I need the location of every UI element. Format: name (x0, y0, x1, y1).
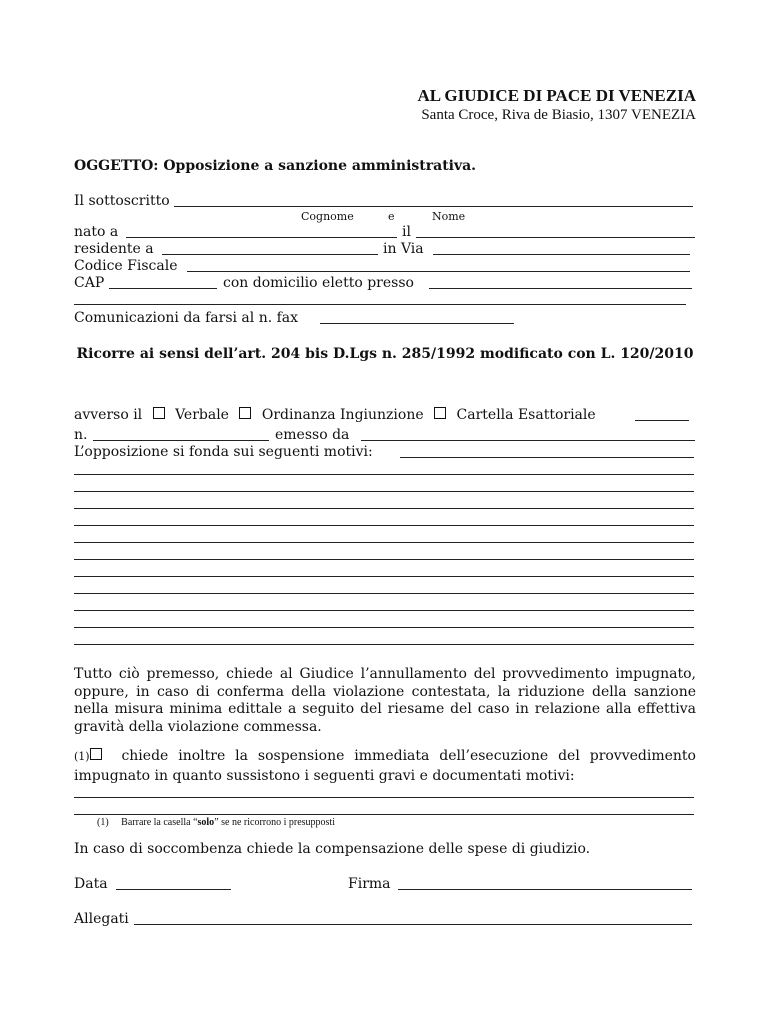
court-title: AL GIUDICE DI PACE DI VENEZIA (417, 86, 696, 105)
domicilio-field[interactable] (429, 288, 692, 289)
avverso-row (74, 407, 596, 424)
birthdate-field[interactable] (416, 237, 695, 238)
allegati-field[interactable] (134, 924, 692, 925)
subject-text: Opposizione a sanzione amministrativa. (163, 158, 477, 174)
footnote-number: (1) (97, 817, 109, 828)
sospensione-checkbox[interactable] (90, 748, 102, 760)
residente-label: residente a (74, 241, 154, 257)
domicilio-label: con domicilio eletto presso (223, 275, 414, 291)
fax-field[interactable] (320, 323, 514, 324)
in-via-label: in Via (383, 241, 424, 257)
court-address: Santa Croce, Riva de Biasio, 1307 VENEZIA (421, 107, 696, 123)
and-caption: e (388, 210, 395, 223)
emesso-da-label: emesso da (275, 427, 350, 443)
footnote-text-pre: Barrare la casella “ (121, 817, 198, 828)
street-field[interactable] (433, 254, 690, 255)
firma-label: Firma (348, 876, 391, 892)
ricorre-heading: Ricorre ai sensi dell’art. 204 bis D.Lgs n. 285/1992 modificato con L. 120/2010 (76, 346, 694, 362)
footnote-text-bold: solo (197, 817, 215, 828)
nome-caption: Nome (432, 210, 466, 223)
verbale-checkbox[interactable] (153, 407, 165, 419)
il-label: il (402, 224, 411, 240)
birthplace-field[interactable] (126, 237, 397, 238)
motivi-line[interactable] (74, 593, 694, 594)
cap-field[interactable] (109, 288, 217, 289)
subject-label: OGGETTO: (74, 158, 159, 174)
soccombenza-text: In caso di soccombenza chiede la compensazione delle spese di giudizio. (74, 841, 591, 857)
ordinanza-checkbox[interactable] (239, 407, 251, 419)
firma-field[interactable] (398, 889, 692, 890)
numero-field[interactable] (93, 440, 269, 441)
sottoscritto-field[interactable] (174, 206, 693, 207)
domicilio-field-continued[interactable] (74, 304, 686, 305)
cap-label: CAP (74, 275, 105, 291)
fax-label: Comunicazioni da farsi al n. fax (74, 310, 299, 326)
motivi-label: L’opposizione si fonda sui seguenti motivi: (74, 444, 373, 460)
motivi-line[interactable] (74, 644, 694, 645)
sospensione-paragraph (74, 746, 696, 786)
nato-a-label: nato a (74, 224, 119, 240)
cartella-field[interactable] (635, 420, 689, 421)
codice-fiscale-label: Codice Fiscale (74, 258, 178, 274)
footnote-ref: (1) (74, 750, 90, 763)
motivi-line[interactable] (74, 576, 694, 577)
numero-label: n. (74, 427, 88, 443)
motivi-line[interactable] (74, 610, 694, 611)
motivi-line[interactable] (74, 491, 694, 492)
motivi-line[interactable] (74, 559, 694, 560)
subject-line (74, 158, 476, 175)
premesso-paragraph: Tutto ciò premesso, chiede al Giudice l’annullamento del provvedimento impugnato, oppure, in caso di conferma della violazione contestata, la riduzione della sanzione nella misura minima edittale a seguito del riesame del caso in relazione alla effettiva gravità della violazione commessa. (74, 666, 696, 735)
footnote-text-post: ” se ne ricorrono i presupposti (214, 817, 335, 828)
verbale-label: Verbale (175, 407, 229, 423)
cartella-checkbox[interactable] (434, 407, 446, 419)
sottoscritto-label: Il sottoscritto (74, 193, 170, 209)
emesso-da-field[interactable] (361, 440, 695, 441)
data-field[interactable] (116, 889, 231, 890)
motivi-field[interactable] (400, 457, 694, 458)
cartella-label: Cartella Esattoriale (456, 407, 596, 423)
data-label: Data (74, 876, 108, 892)
sospensione-text: chiede inoltre la sospensione immediata dell’esecuzione del provvedimento impugnato in quanto sussistono i seguenti gravi e documentati motivi: (74, 748, 696, 784)
footnote (97, 817, 335, 829)
motivi-line[interactable] (74, 508, 694, 509)
allegati-label: Allegati (74, 911, 129, 927)
sospensione-line[interactable] (74, 797, 694, 798)
motivi-line[interactable] (74, 542, 694, 543)
sospensione-line[interactable] (74, 814, 694, 815)
motivi-line[interactable] (74, 627, 694, 628)
motivi-line[interactable] (74, 525, 694, 526)
avverso-label: avverso il (74, 407, 143, 423)
ordinanza-label: Ordinanza Ingiunzione (261, 407, 424, 423)
motivi-line[interactable] (74, 474, 694, 475)
codice-fiscale-field[interactable] (187, 271, 690, 272)
cognome-caption: Cognome (301, 210, 354, 223)
residence-field[interactable] (162, 254, 378, 255)
